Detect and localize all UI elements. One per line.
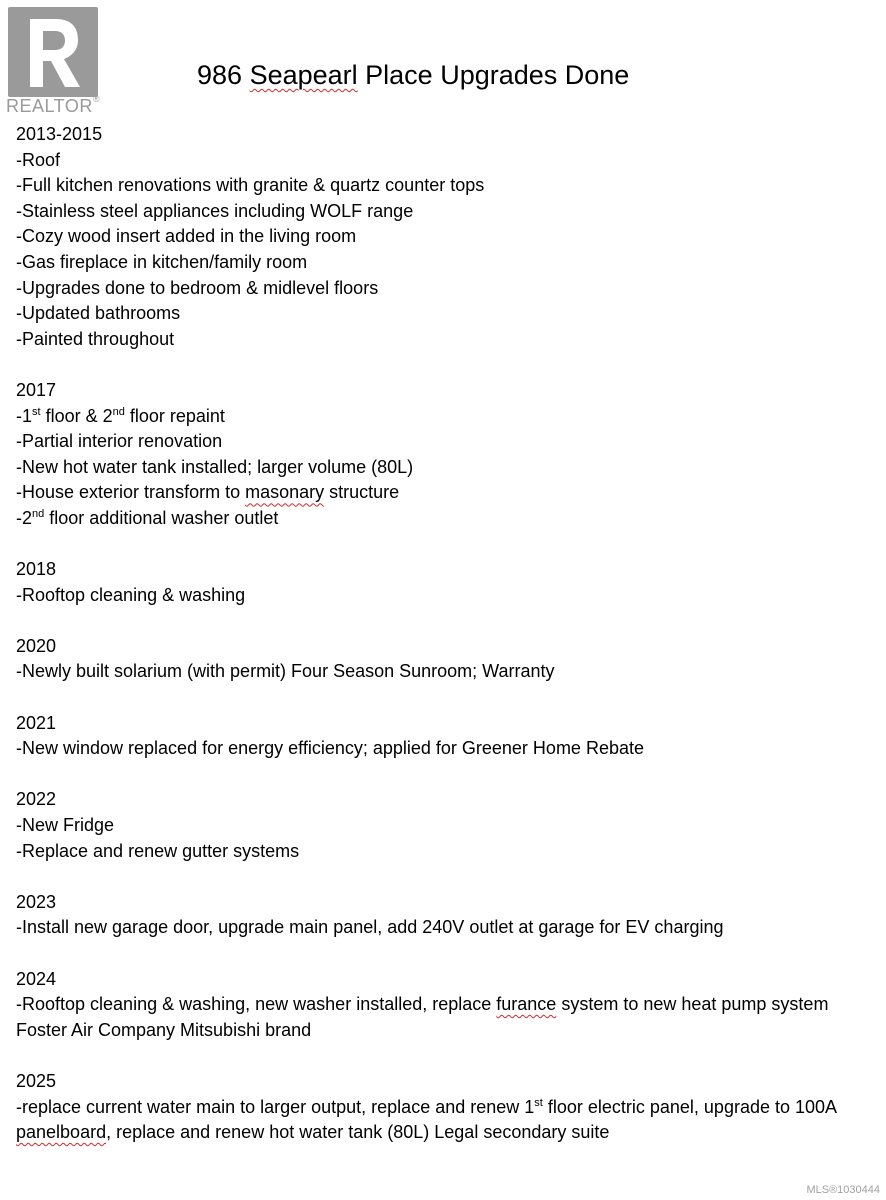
- realtor-logo: [4, 5, 104, 119]
- list-item: -Roof: [16, 149, 61, 170]
- section-2022: [16, 787, 856, 864]
- realtor-r-icon: [8, 7, 98, 97]
- section-2013-2015: [16, 122, 856, 352]
- year-heading: 2021: [16, 712, 57, 733]
- list-item: -Rooftop cleaning & washing: [16, 584, 246, 605]
- list-item: -2nd floor additional washer outlet: [16, 507, 279, 528]
- year-heading: 2013-2015: [16, 124, 103, 144]
- year-heading: 2024: [16, 968, 57, 989]
- list-item: -Rooftop cleaning & washing, new washer installed, replace furance system to new heat pump system Foster Air Company Mitsubishi brand: [16, 994, 829, 1040]
- list-item: -New Fridge: [16, 815, 115, 836]
- list-item: -1st floor & 2nd floor repaint: [16, 405, 225, 426]
- section-2025: [16, 1069, 856, 1146]
- upgrades-list: [16, 122, 856, 1171]
- list-item: -Partial interior renovation: [16, 431, 223, 452]
- page-title: 986 Seapearl Place Upgrades Done: [197, 60, 630, 90]
- list-item: -Gas fireplace in kitchen/family room: [16, 251, 308, 272]
- list-item: -Stainless steel appliances including WOLF range: [16, 200, 414, 221]
- section-2017: [16, 378, 856, 532]
- list-item: -Upgrades done to bedroom & midlevel floors: [16, 277, 379, 298]
- list-item: -Painted throughout: [16, 328, 175, 349]
- list-item: -Newly built solarium (with permit) Four Season Sunroom; Warranty: [16, 661, 555, 682]
- section-2021: [16, 711, 856, 762]
- list-item: -New window replaced for energy efficiency; applied for Greener Home Rebate: [16, 738, 644, 759]
- year-heading: 2020: [16, 635, 57, 656]
- list-item: -replace current water main to larger output, replace and renew 1st floor electric panel, upgrade to 100A panelboard, replace and renew hot water tank (80L) Legal secondary suite: [16, 1096, 837, 1143]
- list-item: -Full kitchen renovations with granite & quartz counter tops: [16, 175, 485, 196]
- list-item: -Install new garage door, upgrade main panel, add 240V outlet at garage for EV charging: [16, 917, 724, 938]
- section-2023: [16, 890, 856, 941]
- year-heading: 2022: [16, 789, 57, 810]
- year-heading: 2023: [16, 891, 57, 912]
- realtor-wordmark: REALTOR®: [6, 94, 100, 116]
- list-item: -Cozy wood insert added in the living room: [16, 226, 357, 247]
- list-item: -Replace and renew gutter systems: [16, 840, 300, 861]
- list-item: -Updated bathrooms: [16, 303, 181, 324]
- year-heading: 2017: [16, 379, 57, 400]
- list-item: -New hot water tank installed; larger volume (80L): [16, 456, 414, 477]
- mls-number: MLS®1030444: [806, 1184, 880, 1196]
- year-heading: 2025: [16, 1070, 57, 1091]
- section-2020: [16, 634, 856, 685]
- section-2018: [16, 557, 856, 608]
- year-heading: 2018: [16, 559, 57, 580]
- section-2024: [16, 967, 856, 1044]
- list-item: -House exterior transform to masonary structure: [16, 482, 400, 503]
